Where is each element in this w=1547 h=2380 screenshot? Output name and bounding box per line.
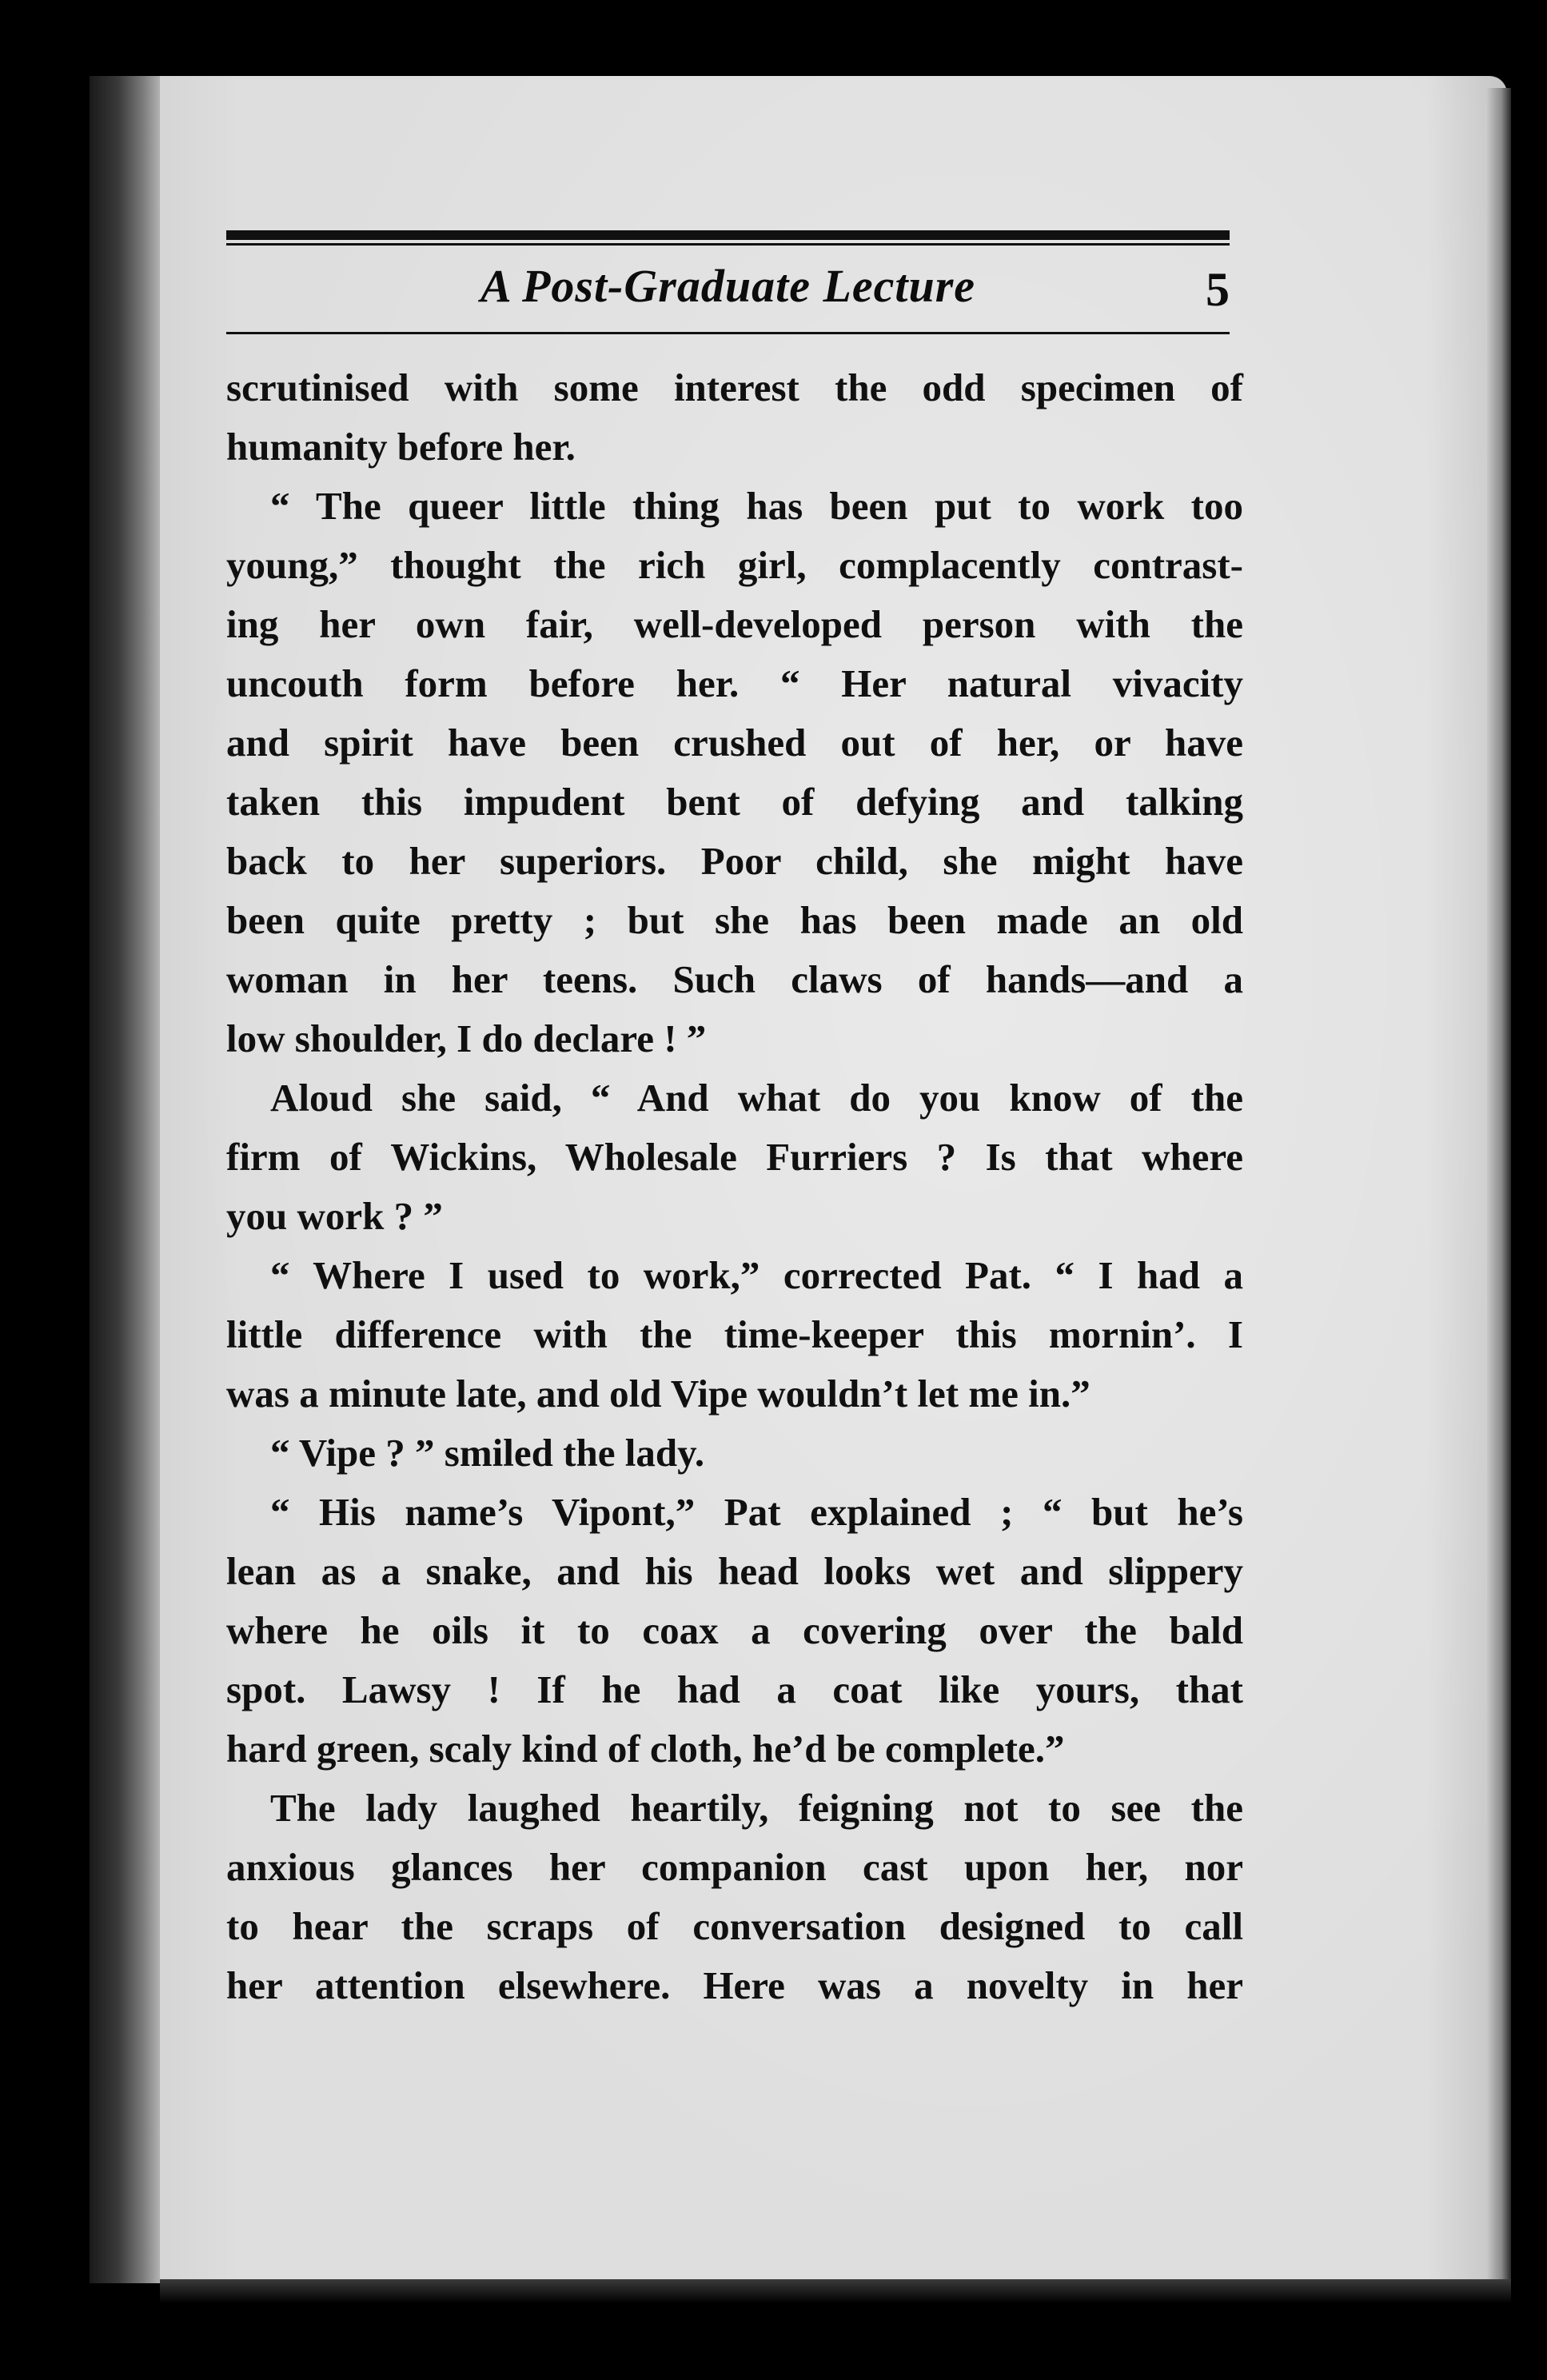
text-line: ing her own fair, well-developed person with the — [226, 602, 1243, 646]
page-number: 5 — [1206, 263, 1230, 316]
text-line: scrutinised with some interest the odd specimen of — [226, 365, 1243, 409]
text-line: “ The queer little thing has been put to work too — [270, 484, 1243, 528]
text-line: “ Where I used to work,” corrected Pat. “ I had a — [270, 1253, 1243, 1297]
text-line: spot. Lawsy ! If he had a coat like yours, that — [226, 1667, 1243, 1711]
text-line: her attention elsewhere. Here was a novelty in her — [226, 1963, 1243, 2007]
text-line: hard green, scaly kind of cloth, he’d be complete.” — [226, 1727, 1065, 1771]
text-line: and spirit have been crushed out of her, or have — [226, 721, 1243, 765]
header-rule-bottom — [226, 332, 1230, 334]
text-line: Aloud she said, “ And what do you know of the — [270, 1076, 1243, 1120]
text-line: The lady laughed heartily, feigning not to see the — [270, 1786, 1243, 1830]
text-line: humanity before her. — [226, 425, 576, 469]
text-line: woman in her teens. Such claws of hands—and a — [226, 957, 1243, 1001]
text-line: “ His name’s Vipont,” Pat explained ; “ but he’s — [270, 1490, 1243, 1534]
text-line: lean as a snake, and his head looks wet and slippery — [226, 1549, 1243, 1593]
text-line: uncouth form before her. “ Her natural vivacity — [226, 661, 1243, 705]
text-line: “ Vipe ? ” smiled the lady. — [270, 1431, 705, 1475]
text-line: you work ? ” — [226, 1194, 443, 1238]
text-line: back to her superiors. Poor child, she might have — [226, 839, 1243, 883]
text-line: taken this impudent bent of defying and talking — [226, 780, 1243, 824]
text-line: low shoulder, I do declare ! ” — [226, 1016, 707, 1060]
text-line: was a minute late, and old Vipe wouldn’t let me in.” — [226, 1372, 1090, 1416]
text-line: anxious glances her companion cast upon her, nor — [226, 1845, 1243, 1889]
running-head — [226, 254, 1230, 326]
text-line: firm of Wickins, Wholesale Furriers ? Is that where — [226, 1135, 1243, 1179]
header-rule-thin — [226, 243, 1230, 246]
text-line: where he oils it to coax a covering over the bald — [226, 1608, 1243, 1652]
body-text — [226, 358, 1243, 2015]
page-edge — [1487, 88, 1511, 2279]
text-line: been quite pretty ; but she has been made an old — [226, 898, 1243, 942]
text-line: to hear the scraps of conversation designed to call — [226, 1904, 1243, 1948]
book-spine — [90, 76, 161, 2283]
page-bottom-shadow — [160, 2279, 1511, 2303]
running-title: A Post-Graduate Lecture — [480, 260, 976, 312]
text-line: little difference with the time-keeper this mornin’. I — [226, 1312, 1243, 1356]
header-rule-thick — [226, 230, 1230, 240]
text-line: young,” thought the rich girl, complacently contrast- — [226, 543, 1243, 587]
